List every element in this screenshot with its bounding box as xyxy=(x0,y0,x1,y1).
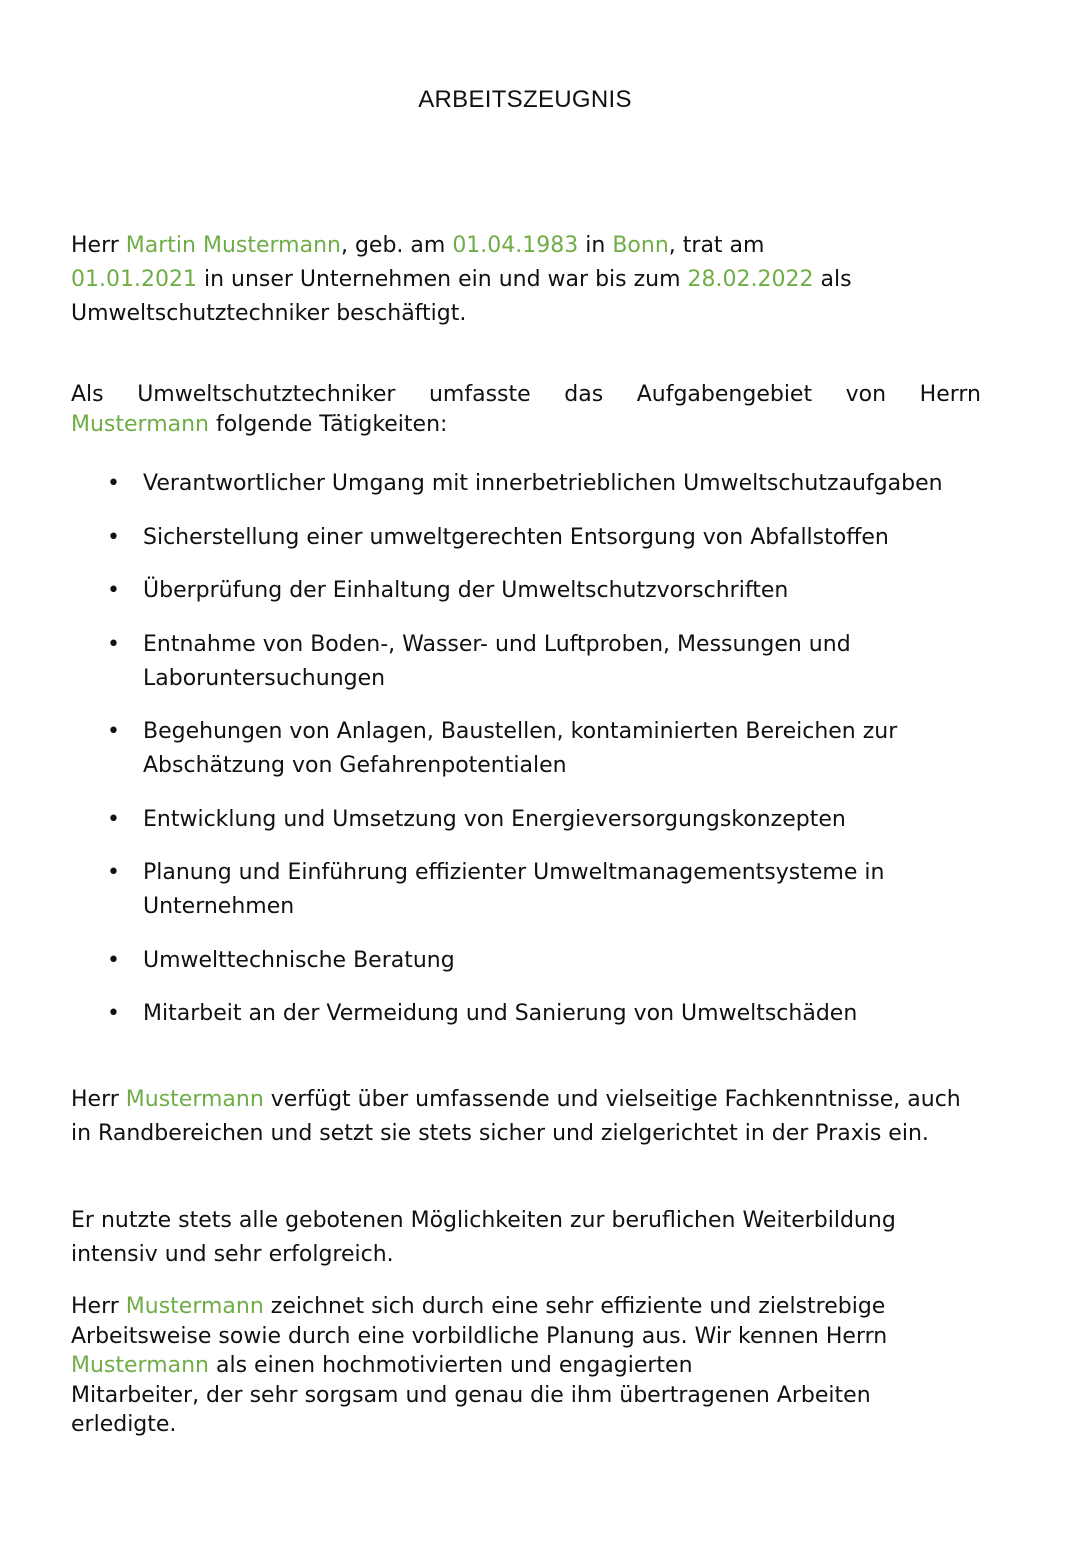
list-item xyxy=(71,628,981,696)
list-item xyxy=(71,944,981,978)
intro-text-6: als xyxy=(813,267,852,292)
list-item xyxy=(71,803,981,837)
task-text: Planung und Einführung effizienter Umweltmanagementsysteme in Unternehmen xyxy=(143,860,885,919)
start-date: 01.01.2021 xyxy=(71,267,197,292)
bullet-icon: • xyxy=(107,471,120,496)
document-title: ARBEITSZEUGNIS xyxy=(418,86,632,113)
tasks-intro-surname: Mustermann xyxy=(71,411,210,437)
birth-date: 01.04.1983 xyxy=(452,233,579,258)
task-text: Umwelttechnische Beratung xyxy=(143,947,455,973)
work-style-surname-2: Mustermann xyxy=(71,1353,210,1378)
task-list xyxy=(71,467,981,1051)
work-style-text-1: Herr xyxy=(71,1294,126,1319)
intro-text-4: , trat am xyxy=(668,233,765,258)
work-style-text-2: zeichnet sich durch eine sehr effiziente und zielstrebige Arbeitsweise sowie durch eine vorbildliche Planung aus. Wir kennen Herrn xyxy=(71,1294,888,1349)
intro-text-1: Herr xyxy=(71,233,126,258)
bullet-icon: • xyxy=(107,578,120,603)
knowledge-text-1: Herr xyxy=(71,1087,126,1112)
end-date: 28.02.2022 xyxy=(687,267,814,292)
list-item xyxy=(71,574,981,608)
bullet-icon: • xyxy=(107,631,120,657)
knowledge-text-2: verfügt über umfassende und vielseitige Fachkenntnisse, auch in Randbereichen und setzt sie stets sicher und zielgerichtet in der Praxis ein. xyxy=(71,1087,961,1146)
intro-text-5: in unser Unternehmen ein und war bis zum xyxy=(196,267,688,292)
task-text: Entwicklung und Umsetzung von Energieversorgungskonzepten xyxy=(143,806,846,832)
list-item xyxy=(71,467,981,501)
intro-text-3: in xyxy=(578,233,613,258)
bullet-icon: • xyxy=(107,1001,120,1026)
list-item xyxy=(71,521,981,555)
tasks-intro-text-1: Als Umweltschutztechniker umfasste das Aufgabengebiet von Herrn xyxy=(71,382,981,407)
task-text: Sicherstellung einer umweltgerechten Entsorgung von Abfallstoffen xyxy=(143,524,889,550)
task-text: Mitarbeit an der Vermeidung und Sanierung von Umweltschäden xyxy=(143,1001,858,1026)
bullet-icon: • xyxy=(107,947,120,973)
tasks-intro-paragraph xyxy=(71,380,981,439)
task-text: Überprüfung der Einhaltung der Umweltschutzvorschriften xyxy=(143,578,789,603)
task-text: Begehungen von Anlagen, Baustellen, kontaminierten Bereichen zur Abschätzung von Gefahrenpotentialen xyxy=(143,719,898,778)
work-style-text-3: als einen hochmotivierten und engagierten xyxy=(209,1353,693,1378)
intro-paragraph xyxy=(71,229,981,331)
list-item xyxy=(71,856,981,924)
intro-text-7: Umweltschutztechniker beschäftigt. xyxy=(71,301,467,326)
work-style-paragraph xyxy=(71,1292,981,1440)
training-paragraph: Er nutzte stets alle gebotenen Möglichkeiten zur beruflichen Weiterbildung intensiv und sehr erfolgreich. xyxy=(71,1208,896,1267)
tasks-intro-text-2: folgende Tätigkeiten: xyxy=(209,411,448,437)
intro-text-2: , geb. am xyxy=(340,233,453,258)
bullet-icon: • xyxy=(107,524,120,550)
task-text: Verantwortlicher Umgang mit innerbetrieblichen Umweltschutzaufgaben xyxy=(143,471,943,496)
list-item xyxy=(71,715,981,783)
task-text: Entnahme von Boden-, Wasser- und Luftproben, Messungen und Laboruntersuchungen xyxy=(143,631,851,691)
work-style-text-4: Mitarbeiter, der sehr sorgsam und genau die ihm übertragenen Arbeiten erledigte. xyxy=(71,1382,871,1437)
employee-name: Martin Mustermann xyxy=(125,233,341,258)
birth-place: Bonn xyxy=(612,233,669,258)
bullet-icon: • xyxy=(107,719,120,744)
knowledge-paragraph xyxy=(71,1083,981,1151)
work-style-surname-1: Mustermann xyxy=(125,1294,264,1319)
list-item xyxy=(71,997,981,1031)
knowledge-surname: Mustermann xyxy=(125,1087,264,1112)
bullet-icon: • xyxy=(107,806,120,832)
bullet-icon: • xyxy=(107,860,120,885)
